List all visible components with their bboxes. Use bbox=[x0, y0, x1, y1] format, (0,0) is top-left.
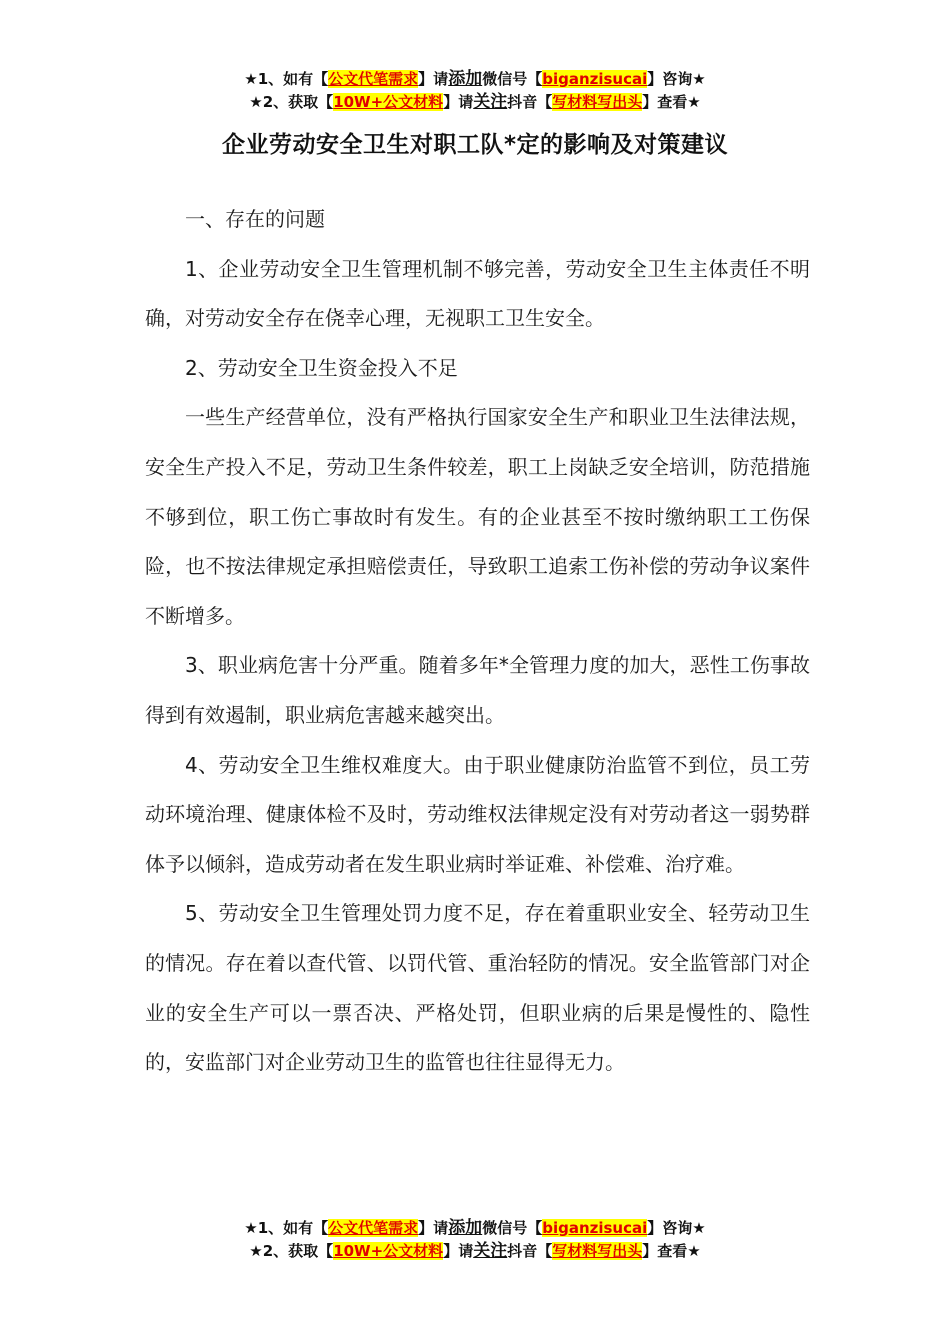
promo-text: 抖音【 bbox=[507, 1242, 553, 1260]
promo-highlight: 公文代笔需求 bbox=[328, 70, 419, 88]
body-paragraph: 一些生产经营单位，没有严格执行国家安全生产和职业卫生法律法规，安全生产投入不足，劳动卫生条件较差，职工上岗缺乏安全培训，防范措施不够到位，职工伤亡事故时有发生。有的企业甚至不按时缴纳职工工伤保险，也不按法律规定承担赔偿责任，导致职工追索工伤补偿的劳动争议案件不断增多。 bbox=[145, 405, 810, 628]
promo-highlight: 10W+公文材料 bbox=[333, 1242, 444, 1260]
promo-highlight: 写材料写出头 bbox=[552, 1242, 643, 1260]
promo-text: ★1、如有【 bbox=[244, 1219, 329, 1237]
promo-line-1 bbox=[0, 68, 950, 91]
promo-text: ★2、获取【 bbox=[249, 1242, 334, 1260]
section-heading: 一、存在的问题 bbox=[185, 207, 325, 231]
promo-text: ★2、获取【 bbox=[249, 93, 334, 111]
promo-highlight: biganzisucai bbox=[542, 70, 648, 88]
promo-banner-bottom bbox=[0, 1217, 950, 1263]
body-paragraph: 1、企业劳动安全卫生管理机制不够完善，劳动安全卫生主体责任不明确，对劳动安全存在侥幸心理，无视职工卫生安全。 bbox=[145, 256, 810, 331]
promo-text: 】请 bbox=[418, 70, 449, 88]
promo-highlight: 公文代笔需求 bbox=[328, 1219, 419, 1237]
body-paragraph: 5、劳动安全卫生管理处罚力度不足，存在着重职业安全、轻劳动卫生的情况。存在着以查代管、以罚代管、重治轻防的情况。安全监管部门对企业的安全生产可以一票否决、严格处罚，但职业病的后果是慢性的、隐性的，安监部门对企业劳动卫生的监管也往往显得无力。 bbox=[145, 901, 810, 1075]
promo-emphasis: 关注 bbox=[473, 92, 508, 112]
document-title: 企业劳动安全卫生对职工队*定的影响及对策建议 bbox=[221, 132, 729, 158]
promo-highlight: biganzisucai bbox=[542, 1219, 648, 1237]
promo-text: 】咨询★ bbox=[647, 1219, 706, 1237]
promo-text: ★1、如有【 bbox=[244, 70, 329, 88]
promo-line-2 bbox=[0, 1240, 950, 1263]
promo-emphasis: 关注 bbox=[473, 1241, 508, 1261]
promo-emphasis: 添加 bbox=[448, 69, 483, 89]
promo-text: 】咨询★ bbox=[647, 70, 706, 88]
document-body bbox=[145, 195, 810, 1088]
promo-text: 】查看★ bbox=[642, 93, 701, 111]
promo-emphasis: 添加 bbox=[448, 1218, 483, 1238]
promo-line-1 bbox=[0, 1217, 950, 1240]
promo-text: 抖音【 bbox=[507, 93, 553, 111]
promo-text: 微信号【 bbox=[482, 1219, 543, 1237]
promo-text: 微信号【 bbox=[482, 70, 543, 88]
body-paragraph: 3、职业病危害十分严重。随着多年*全管理力度的加大，恶性工伤事故得到有效遏制，职业病危害越来越突出。 bbox=[145, 653, 810, 727]
promo-text: 】请 bbox=[418, 1219, 449, 1237]
promo-text: 】查看★ bbox=[642, 1242, 701, 1260]
promo-highlight: 写材料写出头 bbox=[552, 93, 643, 111]
body-paragraph: 4、劳动安全卫生维权难度大。由于职业健康防治监管不到位，员工劳动环境治理、健康体检不及时，劳动维权法律规定没有对劳动者这一弱势群体予以倾斜，造成劳动者在发生职业病时举证难、补偿难、治疗难。 bbox=[145, 752, 810, 876]
promo-text: 】请 bbox=[443, 93, 474, 111]
promo-highlight: 10W+公文材料 bbox=[333, 93, 444, 111]
promo-line-2 bbox=[0, 91, 950, 114]
promo-text: 】请 bbox=[443, 1242, 474, 1260]
promo-banner-top bbox=[0, 68, 950, 114]
subsection-heading: 2、劳动安全卫生资金投入不足 bbox=[185, 355, 458, 380]
